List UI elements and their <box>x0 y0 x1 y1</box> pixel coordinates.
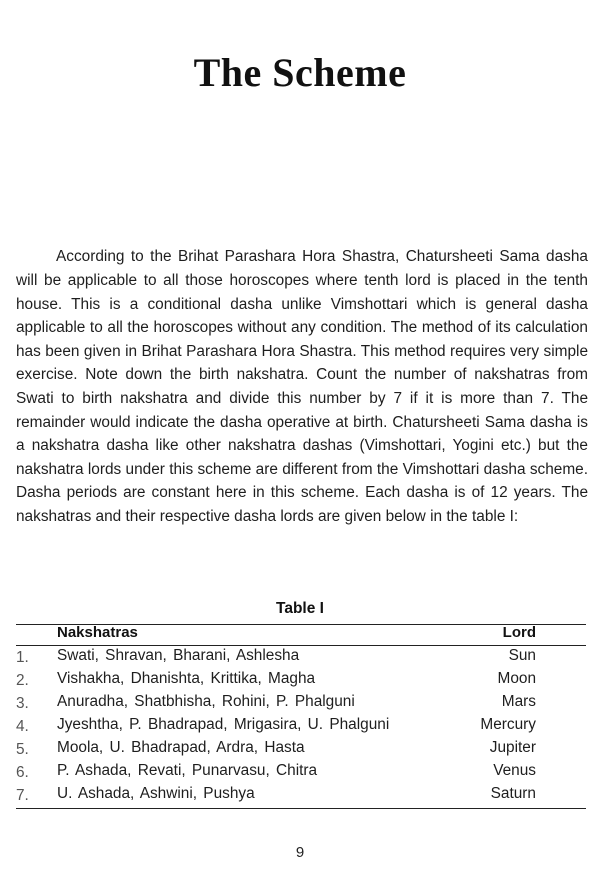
row-lord: Moon <box>497 670 536 687</box>
table-row <box>16 670 536 692</box>
row-nakshatras: Swati, Shravan, Bharani, Ashlesha <box>57 647 300 664</box>
row-number: 2. <box>16 672 29 689</box>
table-row <box>16 762 536 784</box>
row-number: 5. <box>16 741 29 758</box>
row-nakshatras: Vishakha, Dhanishta, Krittika, Magha <box>57 670 316 687</box>
table-row <box>16 647 536 669</box>
row-number: 6. <box>16 764 29 781</box>
page-title: The Scheme <box>193 49 407 95</box>
row-lord: Sun <box>508 647 536 664</box>
body-paragraph: According to the Brihat Parashara Hora Shastra, Chatursheeti Sama dasha will be applicable to all those horoscopes where tenth lord is placed in the tenth house. This is a conditional dasha unlike Vimshottari which is general dasha applicable to all the horoscopes without any condition. The method of its calculation has been given in Brihat Parashara Hora Shastra. This method requires very simple exercise. Note down the birth nakshatra. Count the number of nakshatras from Swati to birth nakshatra and divide this number by 7 if it is more than 7. The remainder would indicate the dasha operative at birth. Chatursheeti Sama dasha is a nakshatra dasha like other nakshatra dashas (Vimshottari, Yogini etc.) but the nakshatra lords under this scheme are different from the Vimshottari dasha scheme. Dasha periods are constant here in this scheme. Each dasha is of 12 years. The nakshatras and their respective dasha lords are given below in the table I: <box>16 248 588 525</box>
page-number: 9 <box>295 844 305 861</box>
table-row <box>16 739 536 761</box>
table-header-rule <box>16 645 586 646</box>
table-row <box>16 785 536 807</box>
row-number: 4. <box>16 718 29 735</box>
table-bottom-rule <box>16 808 586 809</box>
row-nakshatras: Moola, U. Bhadrapad, Ardra, Hasta <box>57 739 305 756</box>
row-nakshatras: P. Ashada, Revati, Punarvasu, Chitra <box>57 762 318 779</box>
row-number: 1. <box>16 649 29 666</box>
row-nakshatras: Anuradha, Shatbhisha, Rohini, P. Phalguni <box>57 693 355 710</box>
row-nakshatras: Jyeshtha, P. Bhadrapad, Mrigasira, U. Phalguni <box>57 716 390 733</box>
row-lord: Mercury <box>480 716 536 733</box>
row-lord: Mars <box>501 693 536 710</box>
table-header-lord: Lord <box>502 624 536 641</box>
table-row <box>16 693 536 715</box>
row-lord: Saturn <box>490 785 536 802</box>
row-nakshatras: U. Ashada, Ashwini, Pushya <box>57 785 255 802</box>
row-number: 3. <box>16 695 29 712</box>
row-number: 7. <box>16 787 29 804</box>
table-header-nakshatras: Nakshatras <box>57 624 138 641</box>
row-lord: Jupiter <box>489 739 536 756</box>
row-lord: Venus <box>493 762 536 779</box>
table-caption: Table I <box>276 600 324 617</box>
table-row <box>16 716 536 738</box>
